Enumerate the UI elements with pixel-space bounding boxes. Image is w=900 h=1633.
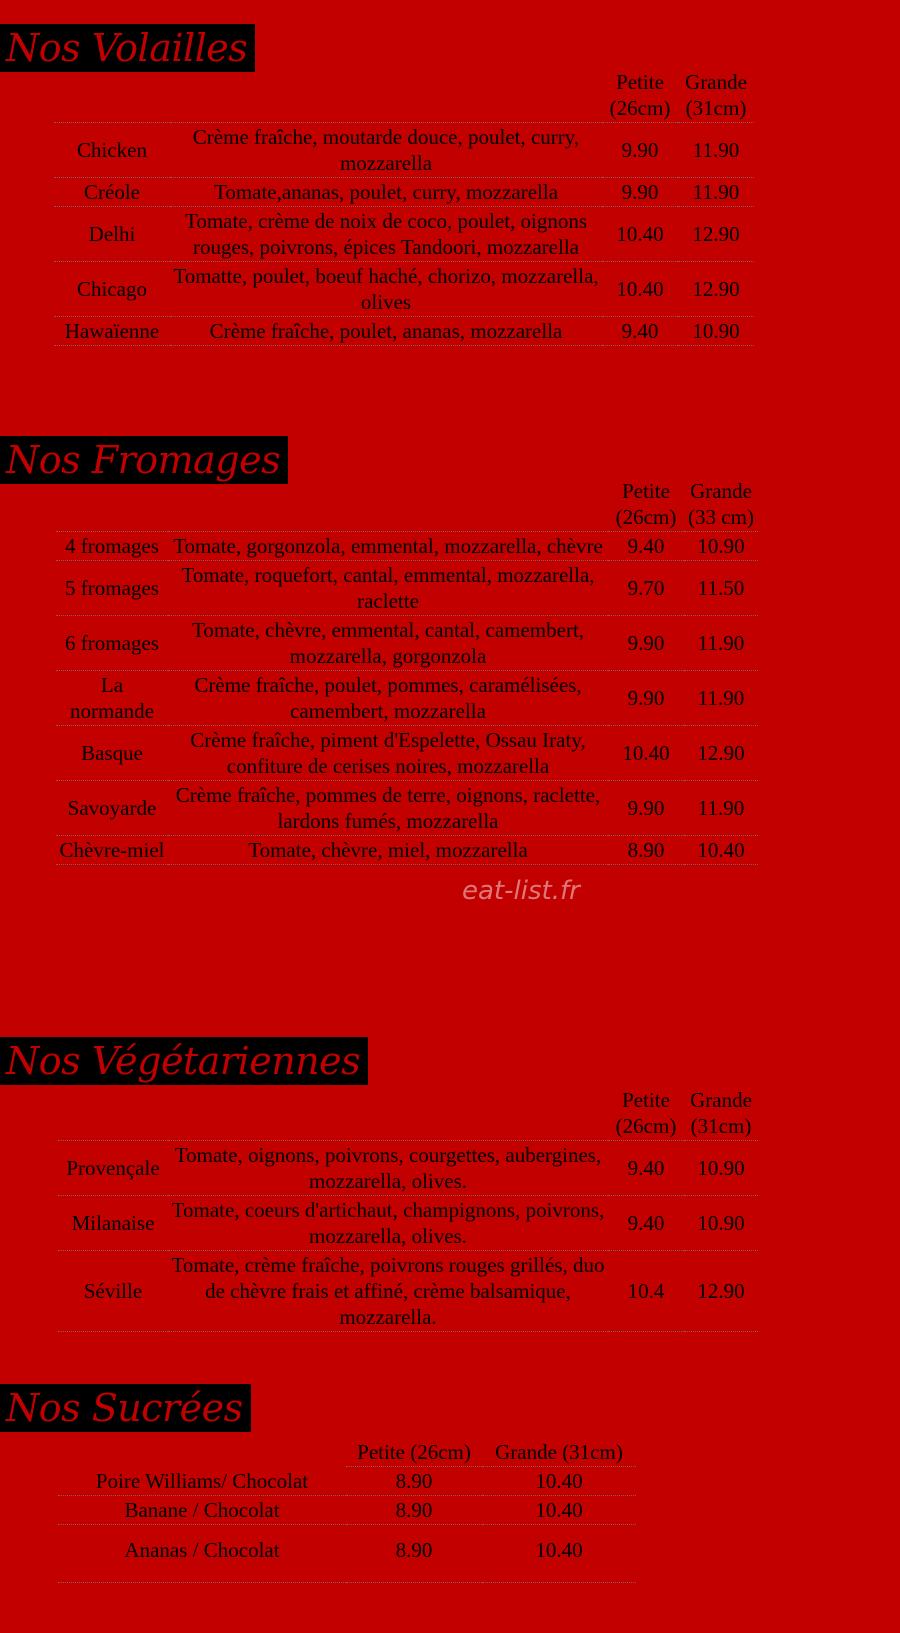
menu-row [58, 1496, 636, 1525]
pizza-description: Tomate, crème fraîche, poivrons rouges grillés, duo de chèvre frais et affiné, crème balsamique, mozzarella. [168, 1251, 608, 1332]
fromages-table [56, 477, 758, 865]
pizza-description: Tomate, coeurs d'artichaut, champignons, poivrons, mozzarella, olives. [168, 1196, 608, 1251]
col-petite-header: Petite (26cm) [602, 68, 678, 123]
price-petite: 10.40 [608, 726, 684, 781]
pizza-description: Tomate, chèvre, emmental, cantal, camembert, mozzarella, gorgonzola [168, 616, 608, 671]
price-grande: 11.90 [678, 123, 754, 178]
price-petite: 9.40 [608, 532, 684, 561]
pizza-description: Tomate, chèvre, miel, mozzarella [168, 836, 608, 865]
price-grande: 12.90 [684, 1251, 758, 1332]
price-petite: 9.90 [608, 781, 684, 836]
menu-row [58, 1251, 758, 1332]
menu-row [54, 123, 754, 178]
pizza-name: Chèvre-miel [56, 836, 168, 865]
price-petite: 10.40 [602, 262, 678, 317]
pizza-name: Savoyarde [56, 781, 168, 836]
price-grande: 12.90 [678, 207, 754, 262]
price-grande: 11.50 [684, 561, 758, 616]
menu-row [56, 532, 758, 561]
col-petite-header: Petite (26cm) [608, 1086, 684, 1141]
col-petite-header: Petite (26cm) [346, 1438, 482, 1467]
price-petite: 10.4 [608, 1251, 684, 1332]
price-petite: 9.40 [608, 1141, 684, 1196]
pizza-name: 6 fromages [56, 616, 168, 671]
pizza-name: 4 fromages [56, 532, 168, 561]
menu-row [54, 207, 754, 262]
price-grande: 10.90 [678, 317, 754, 346]
pizza-description: Tomate, roquefort, cantal, emmental, mozzarella, raclette [168, 561, 608, 616]
price-petite: 8.90 [346, 1525, 482, 1583]
menu-row [54, 178, 754, 207]
section-title-volailles: Nos Volailles [0, 24, 255, 72]
menu-row [56, 781, 758, 836]
vegetariennes-table [58, 1086, 758, 1332]
pizza-name: Chicago [54, 262, 170, 317]
price-petite: 9.40 [608, 1196, 684, 1251]
price-grande: 11.90 [684, 781, 758, 836]
pizza-description: Tomate, gorgonzola, emmental, mozzarella, chèvre [168, 532, 608, 561]
pizza-name: 5 fromages [56, 561, 168, 616]
menu-row [58, 1196, 758, 1251]
pizza-name: Créole [54, 178, 170, 207]
table-header-row [58, 1086, 758, 1141]
menu-row [56, 671, 758, 726]
dessert-name: Poire Williams/ Chocolat [58, 1467, 346, 1496]
col-grande-header: Grande (31cm) [482, 1438, 636, 1467]
col-grande-header: Grande (31cm) [684, 1086, 758, 1141]
price-grande: 12.90 [678, 262, 754, 317]
pizza-name: Milanaise [58, 1196, 168, 1251]
pizza-name: Provençale [58, 1141, 168, 1196]
pizza-description: Tomate, oignons, poivrons, courgettes, aubergines, mozzarella, olives. [168, 1141, 608, 1196]
price-grande: 10.40 [482, 1525, 636, 1583]
menu-row [54, 262, 754, 317]
price-petite: 9.40 [602, 317, 678, 346]
menu-row [56, 616, 758, 671]
sucrees-table [58, 1438, 636, 1583]
price-grande: 11.90 [684, 671, 758, 726]
pizza-name: Séville [58, 1251, 168, 1332]
table-header-row [54, 68, 754, 123]
price-grande: 11.90 [684, 616, 758, 671]
price-grande: 10.90 [684, 1141, 758, 1196]
price-petite: 9.90 [608, 671, 684, 726]
col-petite-header: Petite (26cm) [608, 477, 684, 532]
pizza-name: Hawaïenne [54, 317, 170, 346]
price-grande: 12.90 [684, 726, 758, 781]
menu-row [56, 726, 758, 781]
pizza-description: Tomate,ananas, poulet, curry, mozzarella [170, 178, 602, 207]
dessert-name: Ananas / Chocolat [58, 1525, 346, 1583]
price-petite: 9.90 [602, 123, 678, 178]
pizza-description: Crème fraîche, moutarde douce, poulet, curry, mozzarella [170, 123, 602, 178]
price-petite: 8.90 [346, 1496, 482, 1525]
menu-row [56, 836, 758, 865]
menu-row [58, 1467, 636, 1496]
col-grande-header: Grande (31cm) [678, 68, 754, 123]
table-header-row [56, 477, 758, 532]
pizza-description: Crème fraîche, pommes de terre, oignons, raclette, lardons fumés, mozzarella [168, 781, 608, 836]
section-title-fromages: Nos Fromages [0, 436, 288, 484]
pizza-description: Tomate, crème de noix de coco, poulet, oignons rouges, poivrons, épices Tandoori, mozzarella [170, 207, 602, 262]
pizza-description: Tomatte, poulet, boeuf haché, chorizo, mozzarella, olives [170, 262, 602, 317]
watermark: eat-list.fr [462, 876, 580, 906]
price-petite: 8.90 [346, 1467, 482, 1496]
pizza-name: La normande [56, 671, 168, 726]
menu-row [54, 317, 754, 346]
menu-row [58, 1141, 758, 1196]
pizza-name: Basque [56, 726, 168, 781]
price-grande: 10.90 [684, 532, 758, 561]
menu-row [58, 1525, 636, 1583]
price-petite: 9.90 [608, 616, 684, 671]
price-petite: 8.90 [608, 836, 684, 865]
pizza-description: Crème fraîche, poulet, pommes, caramélisées, camembert, mozzarella [168, 671, 608, 726]
menu-row [56, 561, 758, 616]
pizza-name: Delhi [54, 207, 170, 262]
price-petite: 10.40 [602, 207, 678, 262]
pizza-name: Chicken [54, 123, 170, 178]
price-petite: 9.90 [602, 178, 678, 207]
section-title-sucrees: Nos Sucrées [0, 1384, 251, 1432]
price-petite: 9.70 [608, 561, 684, 616]
price-grande: 10.40 [482, 1467, 636, 1496]
price-grande: 10.90 [684, 1196, 758, 1251]
price-grande: 10.40 [684, 836, 758, 865]
volailles-table [54, 68, 754, 346]
col-grande-header: Grande (33 cm) [684, 477, 758, 532]
pizza-description: Crème fraîche, piment d'Espelette, Ossau Iraty, confiture de cerises noires, mozzarella [168, 726, 608, 781]
price-grande: 11.90 [678, 178, 754, 207]
section-title-vegetariennes: Nos Végétariennes [0, 1037, 368, 1085]
price-grande: 10.40 [482, 1496, 636, 1525]
dessert-name: Banane / Chocolat [58, 1496, 346, 1525]
table-header-row [58, 1438, 636, 1467]
pizza-description: Crème fraîche, poulet, ananas, mozzarella [170, 317, 602, 346]
